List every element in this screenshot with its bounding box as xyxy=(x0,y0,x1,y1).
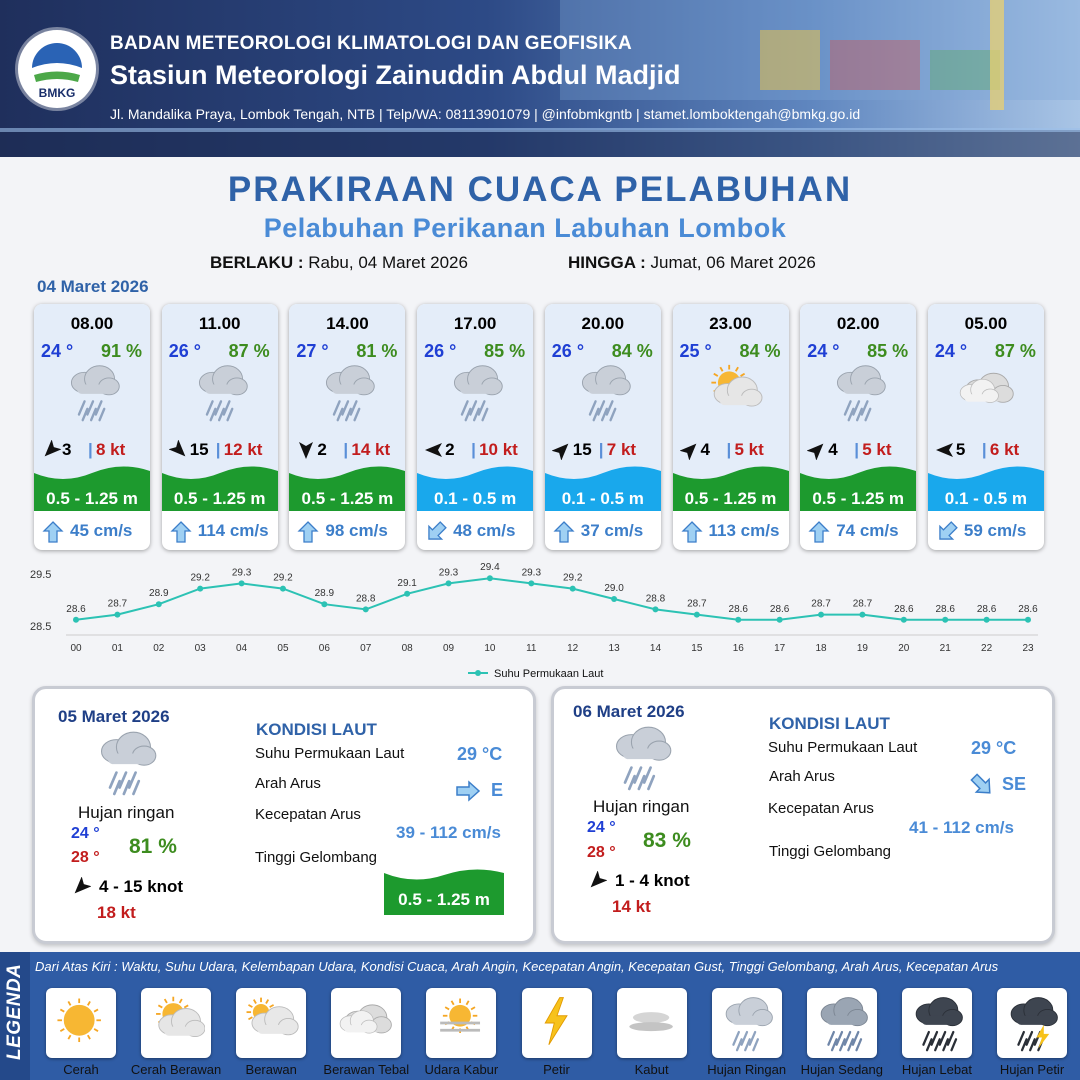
data-point xyxy=(652,606,658,612)
data-label: 29.4 xyxy=(480,562,500,574)
legend-item-label: Hujan Petir xyxy=(999,1062,1065,1077)
x-tick-label: 13 xyxy=(608,643,620,654)
data-label: 28.9 xyxy=(314,588,335,600)
valid-to-label: HINGGA : xyxy=(568,253,646,272)
y-tick-label: 28.5 xyxy=(30,621,52,633)
card-temp: 24 ° xyxy=(41,341,74,361)
legend-item-petir xyxy=(522,988,592,1058)
x-tick-label: 14 xyxy=(649,643,662,654)
card-wind-speed: 4 xyxy=(828,440,838,459)
hourly-card xyxy=(417,304,533,550)
valid-to xyxy=(568,253,816,273)
legend-item-hujan-ringan xyxy=(712,988,782,1058)
data-point xyxy=(404,591,410,597)
card-wind-speed: 2 xyxy=(445,440,455,459)
card-separator: | xyxy=(598,440,604,459)
berawan-tebal-icon xyxy=(337,994,395,1052)
hujan-ringan-icon xyxy=(93,727,159,797)
card-time: 11.00 xyxy=(198,314,241,333)
hujan-lebat-icon xyxy=(908,994,966,1052)
day1-date: 04 Maret 2026 xyxy=(37,277,149,296)
data-point xyxy=(321,601,327,607)
data-label: 28.6 xyxy=(976,603,997,615)
data-label: 28.6 xyxy=(728,603,748,615)
card-humidity: 91 % xyxy=(100,341,142,361)
berawan-tebal-icon xyxy=(956,362,1018,422)
card-gust: 5 kt xyxy=(862,440,892,459)
hujan-ringan-icon xyxy=(62,362,124,422)
legend-item-cerah-berawan xyxy=(141,988,211,1058)
day2-panel xyxy=(32,686,536,944)
card-time: 08.00 xyxy=(70,314,114,333)
data-point xyxy=(818,612,824,618)
hourly-card xyxy=(800,304,916,550)
card-wave-height: 0.1 - 0.5 m xyxy=(433,489,517,508)
card-separator: | xyxy=(343,440,349,459)
hujan-ringan-icon xyxy=(828,362,890,422)
card-time: 17.00 xyxy=(453,314,497,333)
data-label: 28.8 xyxy=(645,593,666,605)
day3-panel xyxy=(551,686,1055,944)
day3-sea-title: KONDISI LAUT xyxy=(769,714,890,733)
day2-humidity: 81 % xyxy=(129,835,177,858)
card-separator: | xyxy=(215,440,221,459)
legend-item-label: Cerah Berawan xyxy=(130,1062,222,1077)
day2-cur-speed: 39 - 112 cm/s xyxy=(396,823,501,842)
petir-icon xyxy=(528,994,586,1052)
udara-kabur-icon xyxy=(432,994,490,1052)
data-point xyxy=(114,612,120,618)
hourly-card xyxy=(162,304,278,550)
x-tick-label: 23 xyxy=(1022,643,1034,654)
card-separator: | xyxy=(854,440,859,459)
x-tick-label: 05 xyxy=(277,643,289,654)
day3-wind: 1 - 4 knot xyxy=(615,871,690,890)
x-tick-label: 11 xyxy=(526,643,537,654)
hujan-ringan-icon xyxy=(445,362,507,422)
hujan-ringan-icon xyxy=(608,722,674,792)
series-line xyxy=(76,578,1028,620)
day3-cur-dir-label: Arah Arus xyxy=(769,768,835,785)
legend-item-label: Hujan Ringan xyxy=(707,1062,787,1077)
card-humidity: 81 % xyxy=(356,341,398,361)
card-wind-speed: 4 xyxy=(700,440,710,459)
current-arrow-icon xyxy=(936,521,958,543)
card-separator: | xyxy=(471,440,476,459)
wind-direction-icon xyxy=(807,440,827,460)
wind-direction-icon xyxy=(552,440,572,460)
data-label: 29.3 xyxy=(231,567,252,579)
card-current-speed: 74 cm/s xyxy=(836,521,899,540)
legend-item-berawan-tebal xyxy=(331,988,401,1058)
current-arrow-icon xyxy=(808,521,830,543)
wind-direction-icon xyxy=(680,440,700,460)
legend-item-label: Berawan xyxy=(245,1062,297,1077)
data-point xyxy=(570,586,576,592)
current-arrow-icon xyxy=(297,521,319,543)
cerah-berawan-icon xyxy=(147,994,205,1052)
cerah-icon xyxy=(52,994,110,1052)
x-tick-label: 15 xyxy=(691,643,703,654)
day2-min-temp: 24 ° xyxy=(71,825,100,842)
card-temp: 26 ° xyxy=(424,341,457,361)
current-arrow-icon xyxy=(42,521,64,543)
data-point xyxy=(197,586,203,592)
card-humidity: 87 % xyxy=(228,341,270,361)
data-point xyxy=(859,612,865,618)
card-time: 23.00 xyxy=(709,314,752,333)
card-temp: 27 ° xyxy=(296,341,329,361)
card-wind-speed: 15 xyxy=(572,440,592,459)
wind-direction-icon xyxy=(424,440,444,460)
card-separator: | xyxy=(726,440,732,459)
hourly-card xyxy=(34,304,150,550)
valid-to-value: Jumat, 06 Maret 2026 xyxy=(650,253,816,272)
current-arrow-icon xyxy=(425,521,447,543)
day2-cur-speed-label: Kecepatan Arus xyxy=(255,806,361,823)
legend-item-cerah xyxy=(46,988,116,1058)
current-arrow-icon xyxy=(170,521,192,543)
card-time: 02.00 xyxy=(836,314,880,333)
card-time: 20.00 xyxy=(581,314,625,333)
data-label: 29.2 xyxy=(190,572,210,584)
data-point xyxy=(528,580,534,586)
card-wind-speed: 15 xyxy=(189,440,209,459)
day3-sst: 29 °C xyxy=(971,738,1017,758)
wind-direction-icon xyxy=(296,440,316,460)
card-temp: 26 ° xyxy=(168,341,201,361)
day2-date: 05 Maret 2026 xyxy=(58,707,170,726)
data-point xyxy=(735,617,741,623)
hujan-petir-icon xyxy=(1003,994,1061,1052)
y-tick-label: 29.5 xyxy=(30,569,52,581)
card-gust: 10 kt xyxy=(479,440,518,459)
day2-condition: Hujan ringan xyxy=(78,803,175,822)
day3-cur-speed: 41 - 112 cm/s xyxy=(909,818,1014,837)
card-temp: 26 ° xyxy=(551,341,585,361)
data-label: 29.2 xyxy=(273,572,293,584)
day3-min-temp: 24 ° xyxy=(587,819,616,836)
x-tick-label: 16 xyxy=(732,643,744,654)
data-point xyxy=(156,601,162,607)
day2-wind: 4 - 15 knot xyxy=(99,877,184,896)
day2-cur-dir-label: Arah Arus xyxy=(255,775,321,792)
data-label: 28.9 xyxy=(149,588,169,600)
kabut-icon xyxy=(623,994,681,1052)
card-humidity: 85 % xyxy=(484,341,526,361)
data-label: 29.1 xyxy=(397,577,417,589)
data-point xyxy=(239,580,245,586)
legend-item-udara-kabur xyxy=(426,988,496,1058)
hujan-ringan-icon xyxy=(718,994,776,1052)
data-label: 28.7 xyxy=(687,598,707,610)
card-separator: | xyxy=(981,440,987,459)
current-arrow-icon xyxy=(968,771,996,799)
card-wave-height: 0.1 - 0.5 m xyxy=(561,489,644,508)
bmkg-logo xyxy=(18,30,96,108)
data-label: 28.8 xyxy=(356,593,376,605)
card-time: 05.00 xyxy=(964,314,1008,333)
hourly-card xyxy=(928,304,1044,550)
legend-item-kabut xyxy=(617,988,687,1058)
day2-wave-label: Tinggi Gelombang xyxy=(255,849,378,866)
x-tick-label: 08 xyxy=(401,643,413,654)
day3-cur-speed-label: Kecepatan Arus xyxy=(768,800,874,817)
legend-item-label: Udara Kabur xyxy=(424,1062,499,1077)
legend-item-label: Hujan Sedang xyxy=(800,1062,883,1077)
page-title: PRAKIRAAN CUACA PELABUHAN xyxy=(227,170,853,209)
data-label: 28.6 xyxy=(66,603,86,615)
card-gust: 6 kt xyxy=(989,440,1020,459)
cerah-berawan-icon xyxy=(701,362,763,422)
card-wave-height: 0.5 - 1.25 m xyxy=(301,489,394,508)
card-humidity: 84 % xyxy=(611,341,653,361)
hourly-card xyxy=(673,304,789,550)
card-humidity: 85 % xyxy=(867,341,909,361)
data-label: 28.6 xyxy=(1018,603,1038,615)
card-temp: 24 ° xyxy=(934,341,968,361)
valid-from-label: BERLAKU : xyxy=(210,253,304,272)
data-label: 28.6 xyxy=(894,603,914,615)
wind-direction-icon xyxy=(41,440,61,460)
data-point xyxy=(363,606,369,612)
legend xyxy=(0,952,1080,1080)
x-tick-label: 18 xyxy=(815,643,827,654)
x-tick-label: 12 xyxy=(567,643,579,654)
data-label: 29.3 xyxy=(521,567,542,579)
card-current-speed: 98 cm/s xyxy=(325,521,388,540)
legend-description: Dari Atas Kiri : Waktu, Suhu Udara, Kelembapan Udara, Kondisi Cuaca, Arah Angin, Kecepatan Angin, Kecepatan Gust, Tinggi Gelombang, Arah Arus, Kecepatan Arus xyxy=(35,959,999,974)
agency-name: BADAN METEOROLOGI KLIMATOLOGI DAN GEOFISIKA xyxy=(110,33,633,54)
x-tick-label: 01 xyxy=(111,643,123,654)
card-humidity: 87 % xyxy=(994,341,1036,361)
data-point xyxy=(446,580,452,586)
legend-item-hujan-petir xyxy=(997,988,1067,1058)
day3-wave-label: Tinggi Gelombang xyxy=(769,843,892,860)
day2-cur-dir: E xyxy=(491,780,504,800)
card-current-speed: 113 cm/s xyxy=(708,521,780,540)
data-point xyxy=(942,617,948,623)
valid-from-value: Rabu, 04 Maret 2026 xyxy=(308,253,468,272)
legend-side xyxy=(0,952,30,1080)
legend-item-label: Berawan Tebal xyxy=(323,1062,410,1077)
card-current-speed: 48 cm/s xyxy=(453,521,516,540)
day2-sst: 29 °C xyxy=(457,744,503,764)
legend-item-label: Hujan Lebat xyxy=(901,1062,972,1077)
data-point xyxy=(984,617,990,623)
data-label: 28.6 xyxy=(769,603,790,615)
day2-sea-title: KONDISI LAUT xyxy=(256,720,377,739)
data-label: 28.6 xyxy=(935,603,955,615)
card-wave-height: 0.5 - 1.25 m xyxy=(46,489,138,508)
data-label: 29.0 xyxy=(604,583,624,594)
card-current-speed: 45 cm/s xyxy=(70,521,133,540)
card-wave-height: 0.5 - 1.25 m xyxy=(812,489,905,508)
day3-condition: Hujan ringan xyxy=(593,797,690,816)
card-wind-speed: 3 xyxy=(62,440,72,459)
x-tick-label: 20 xyxy=(898,643,910,654)
hourly-card xyxy=(545,304,661,550)
x-tick-label: 06 xyxy=(318,643,330,654)
card-wave-height: 0.5 - 1.25 m xyxy=(173,489,266,508)
x-tick-label: 03 xyxy=(194,643,206,654)
card-temp: 25 ° xyxy=(679,341,712,361)
card-current-speed: 37 cm/s xyxy=(580,521,644,540)
x-tick-label: 19 xyxy=(856,643,868,654)
data-point xyxy=(777,617,783,623)
sst-chart xyxy=(28,560,1058,682)
legend-item-berawan xyxy=(236,988,306,1058)
wind-direction-icon xyxy=(71,877,91,897)
card-gust: 5 kt xyxy=(734,440,764,459)
legend-item-label: Petir xyxy=(543,1062,570,1077)
data-label: 28.7 xyxy=(107,598,128,610)
day2-gust: 18 kt xyxy=(97,903,136,922)
current-arrow-icon xyxy=(553,521,575,543)
x-tick-label: 22 xyxy=(981,643,993,654)
wind-direction-icon xyxy=(169,440,189,460)
legend-item-label: Cerah xyxy=(63,1062,99,1077)
card-humidity: 84 % xyxy=(739,341,781,361)
x-tick-label: 09 xyxy=(442,643,455,654)
card-wind-speed: 2 xyxy=(317,440,327,459)
card-wave-height: 0.1 - 0.5 m xyxy=(944,489,1027,508)
current-arrow-icon xyxy=(454,780,482,802)
card-wave-height: 0.5 - 1.25 m xyxy=(684,489,777,508)
card-separator: | xyxy=(88,440,93,459)
berawan-icon xyxy=(242,994,300,1052)
day3-sst-label: Suhu Permukaan Laut xyxy=(768,739,918,756)
data-point xyxy=(73,617,79,623)
valid-from xyxy=(210,253,468,273)
card-gust: 14 kt xyxy=(351,440,391,459)
data-point xyxy=(280,586,286,592)
data-label: 28.7 xyxy=(852,598,873,610)
day3-cur-dir: SE xyxy=(1002,774,1027,794)
day3-date: 06 Maret 2026 xyxy=(573,702,685,721)
day2-sst-label: Suhu Permukaan Laut xyxy=(255,745,405,762)
data-point xyxy=(611,596,617,602)
card-gust: 7 kt xyxy=(606,440,637,459)
legend-marker xyxy=(475,670,481,676)
card-current-speed: 59 cm/s xyxy=(963,521,1027,540)
x-tick-label: 02 xyxy=(153,643,165,654)
day3-gust: 14 kt xyxy=(612,897,651,916)
day2-max-temp: 28 ° xyxy=(71,849,100,866)
wind-direction-icon xyxy=(935,440,955,460)
logo-text: BMKG xyxy=(38,86,76,100)
day3-humidity: 83 % xyxy=(643,829,691,852)
card-temp: 24 ° xyxy=(807,341,840,361)
x-tick-label: 10 xyxy=(484,643,496,654)
data-point xyxy=(901,617,907,623)
x-tick-label: 04 xyxy=(236,643,248,654)
contact-info: Jl. Mandalika Praya, Lombok Tengah, NTB | Telp/WA: 08113901079 | @infobmkgntb | stamet.lomboktengah@bmkg.go.id xyxy=(110,106,861,122)
station-name: Stasiun Meteorologi Zainuddin Abdul Madjid xyxy=(110,60,681,90)
data-label: 28.7 xyxy=(811,598,831,610)
hourly-card xyxy=(289,304,405,550)
data-point xyxy=(1025,617,1031,623)
card-time: 14.00 xyxy=(326,314,369,333)
card-wind-speed: 5 xyxy=(955,440,966,459)
legend-label: Suhu Permukaan Laut xyxy=(494,668,604,680)
hujan-sedang-icon xyxy=(813,994,871,1052)
data-label: 29.2 xyxy=(562,572,583,584)
hujan-ringan-icon xyxy=(317,362,379,422)
x-tick-label: 17 xyxy=(774,643,786,654)
legend-item-label: Kabut xyxy=(634,1062,669,1077)
legend-item-hujan-sedang xyxy=(807,988,877,1058)
card-current-speed: 114 cm/s xyxy=(197,521,269,540)
data-point xyxy=(694,612,700,618)
page-subtitle: Pelabuhan Perikanan Labuhan Lombok xyxy=(263,213,787,243)
legend-title: LEGENDA xyxy=(4,963,25,1060)
day3-max-temp: 28 ° xyxy=(587,844,616,861)
current-arrow-icon xyxy=(681,521,703,543)
header-banner xyxy=(0,0,1080,157)
hujan-ringan-icon xyxy=(573,362,635,422)
wind-direction-icon xyxy=(587,871,607,891)
hujan-ringan-icon xyxy=(190,362,252,422)
x-tick-label: 00 xyxy=(70,643,82,654)
card-gust: 8 kt xyxy=(96,440,126,459)
day2-wave: 0.5 - 1.25 m xyxy=(398,890,490,909)
legend-item-hujan-lebat xyxy=(902,988,972,1058)
x-tick-label: 07 xyxy=(360,643,372,654)
data-point xyxy=(487,575,493,581)
card-gust: 12 kt xyxy=(223,440,263,459)
data-label: 29.3 xyxy=(438,567,459,579)
x-tick-label: 21 xyxy=(939,643,951,654)
